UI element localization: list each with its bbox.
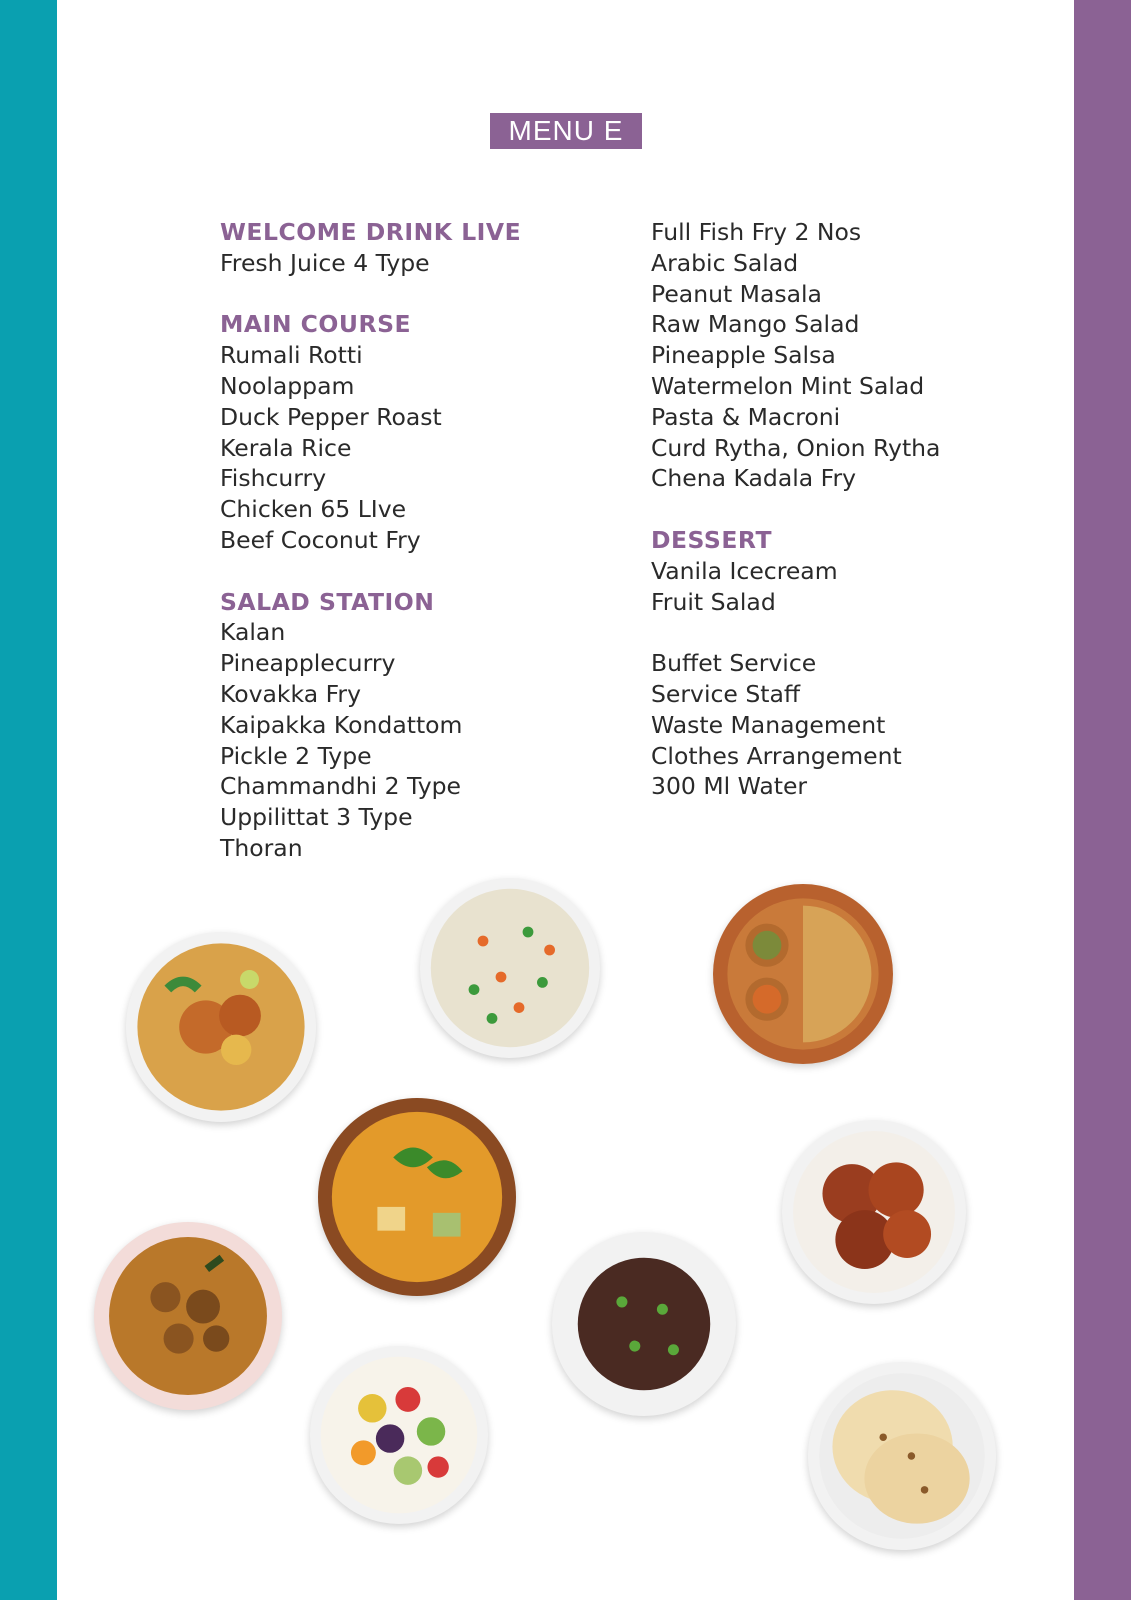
menu-item: Duck Pepper Roast	[220, 402, 442, 431]
menu-item: Fresh Juice 4 Type	[220, 248, 430, 277]
service-item: Clothes Arrangement	[651, 741, 902, 770]
menu-item: Watermelon Mint Salad	[651, 371, 925, 400]
menu-title-badge: MENU E	[490, 113, 642, 149]
menu-left-column	[220, 217, 640, 864]
main-course-heading: MAIN COURSE	[220, 310, 412, 339]
service-item: Buffet Service	[651, 649, 817, 678]
menu-item: Kerala Rice	[220, 433, 352, 462]
service-item: Service Staff	[651, 679, 801, 708]
salad-station-heading: SALAD STATION	[220, 587, 435, 616]
dosa-plate-icon	[713, 884, 893, 1064]
left-accent-bar	[0, 0, 57, 1600]
biryani-plate-icon	[126, 932, 316, 1122]
menu-item: Chicken 65 LIve	[220, 495, 407, 524]
menu-item: Curd Rytha, Onion Rytha	[651, 433, 941, 462]
dessert-heading: DESSERT	[651, 525, 772, 554]
menu-item: Fruit Salad	[651, 587, 776, 616]
menu-item: Rumali Rotti	[220, 341, 363, 370]
menu-item: Pineapple Salsa	[651, 341, 836, 370]
fruit-salad-bowl-icon	[310, 1346, 488, 1524]
rotti-plate-icon	[808, 1362, 996, 1550]
service-item: Waste Management	[651, 710, 886, 739]
menu-right-column	[651, 217, 1071, 802]
fried-rice-plate-icon	[420, 878, 600, 1058]
menu-item: Fishcurry	[220, 464, 327, 493]
menu-item: Noolappam	[220, 371, 355, 400]
menu-item: Chammandhi 2 Type	[220, 772, 461, 801]
menu-item: Peanut Masala	[651, 279, 822, 308]
right-accent-bar	[1074, 0, 1131, 1600]
chicken-curry-plate-icon	[94, 1222, 282, 1410]
menu-item: Pickle 2 Type	[220, 741, 372, 770]
menu-item: Pasta & Macroni	[651, 402, 841, 431]
menu-item: Kaipakka Kondattom	[220, 710, 463, 739]
menu-item: Full Fish Fry 2 Nos	[651, 218, 862, 246]
menu-item: Thoran	[220, 833, 303, 862]
menu-item: Uppilittat 3 Type	[220, 803, 413, 832]
menu-item: Pineapplecurry	[220, 649, 396, 678]
fish-curry-bowl-icon	[318, 1098, 516, 1296]
menu-item: Chena Kadala Fry	[651, 464, 857, 493]
service-item: 300 Ml Water	[651, 772, 808, 801]
menu-item: Beef Coconut Fry	[220, 525, 421, 554]
welcome-drink-heading: WELCOME DRINK LIVE	[220, 218, 522, 246]
menu-item: Raw Mango Salad	[651, 310, 860, 339]
beef-fry-plate-icon	[552, 1232, 736, 1416]
menu-item: Arabic Salad	[651, 248, 799, 277]
menu-item: Vanila Icecream	[651, 556, 838, 585]
fried-chicken-plate-icon	[782, 1120, 966, 1304]
menu-item: Kalan	[220, 618, 286, 647]
menu-item: Kovakka Fry	[220, 679, 361, 708]
